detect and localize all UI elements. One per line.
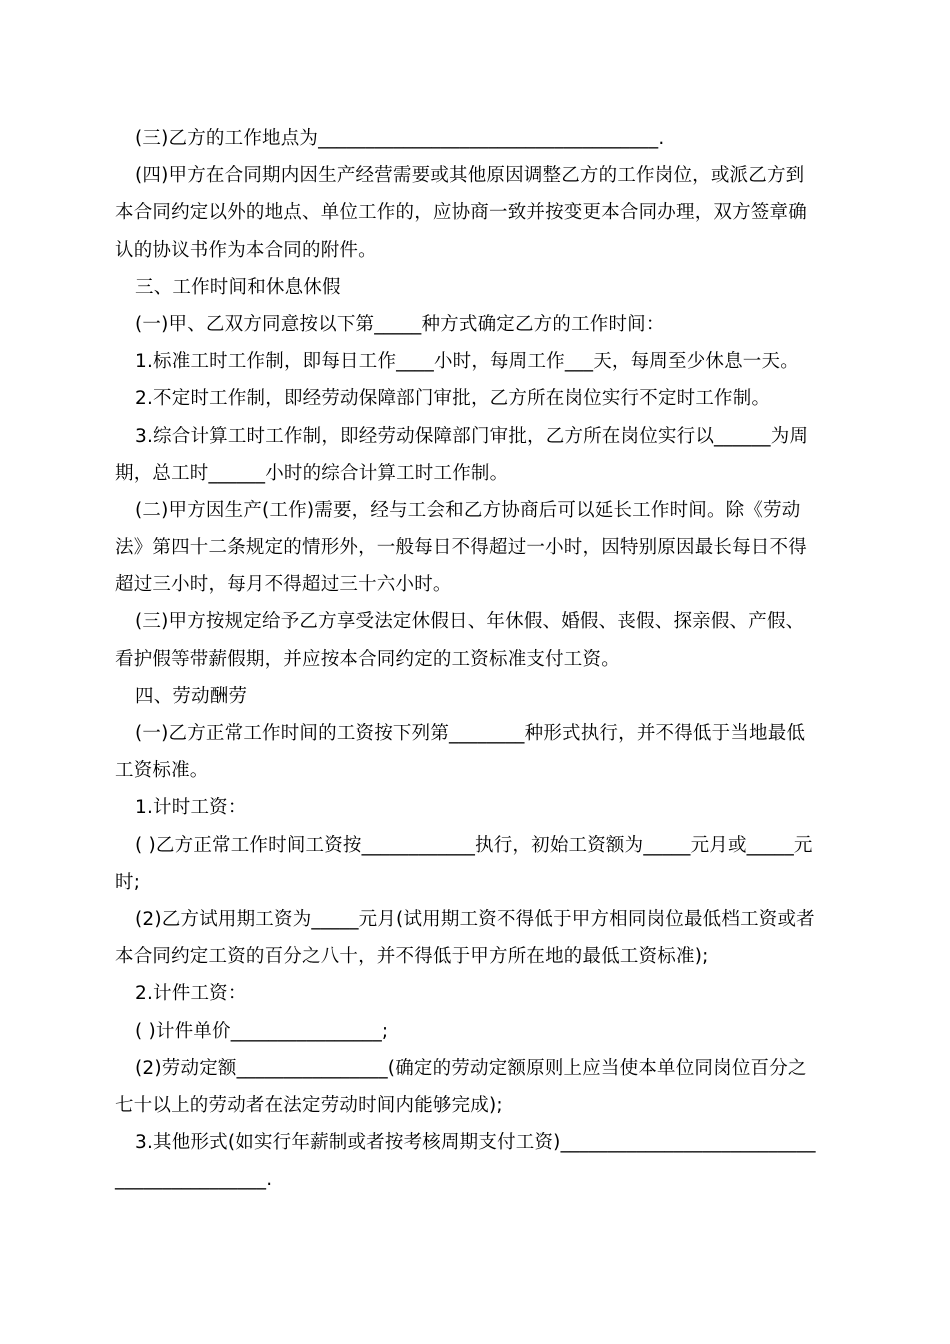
paragraph-line: 2.不定时工作制，即经劳动保障部门审批，乙方所在岗位实行不定时工作制。	[135, 388, 771, 410]
paragraph-line: 1.标准工时工作制，即每日工作____小时，每周工作___天，每周至少休息一天。	[135, 351, 799, 373]
paragraph-line: 期，总工时______小时的综合计算工时工作制。	[115, 462, 509, 484]
paragraph-line: 2.计件工资：	[135, 983, 247, 1005]
paragraph-line: 三、工作时间和休息休假	[135, 276, 341, 298]
paragraph-line: 3.其他形式(如实行年薪制或者按考核周期支付工资)___________________________	[135, 1132, 816, 1154]
paragraph-line: 看护假等带薪假期，并应按本合同约定的工资标准支付工资。	[115, 648, 620, 670]
paragraph-line: 工资标准。	[115, 760, 209, 782]
paragraph-line: (二)甲方因生产(工作)需要，经与工会和乙方协商后可以延长工作时间。除《劳动	[135, 499, 801, 521]
paragraph-line: 时;	[115, 871, 141, 893]
paragraph-line: 认的协议书作为本合同的附件。	[115, 239, 377, 261]
paragraph-line: (三)甲方按规定给予乙方享受法定休假日、年休假、婚假、丧假、探亲假、产假、	[135, 611, 805, 633]
paragraph-line: (2)乙方试用期工资为_____元月(试用期工资不得低于甲方相同岗位最低档工资或者	[135, 908, 815, 930]
paragraph-line: (三)乙方的工作地点为____________________________________.	[135, 128, 665, 149]
paragraph-line: (一)甲、乙双方同意按以下第_____种方式确定乙方的工作时间：	[135, 313, 665, 335]
paragraph-line: (一)乙方正常工作时间的工资按下列第________种形式执行，并不得低于当地最低	[135, 723, 806, 744]
paragraph-line: 四、劳动酬劳	[135, 685, 248, 707]
paragraph-line: 七十以上的劳动者在法定劳动时间内能够完成);	[115, 1094, 503, 1116]
paragraph-line: 本合同约定工资的百分之八十，并不得低于甲方所在地的最低工资标准);	[115, 946, 709, 968]
paragraph-line: 1.计时工资：	[135, 797, 247, 819]
paragraph-line: ________________.	[115, 1169, 273, 1191]
paragraph-line: 法》第四十二条规定的情形外，一般每日不得超过一小时，因特别原因最长每日不得	[115, 537, 807, 559]
paragraph-line: 3.综合计算工时工作制，即经劳动保障部门审批，乙方所在岗位实行以______为周	[135, 425, 809, 447]
paragraph-line: (2)劳动定额________________(确定的劳动定额原则上应当使本单位同岗位百分之	[135, 1057, 807, 1079]
paragraph-line: 超过三小时，每月不得超过三十六小时。	[115, 574, 452, 596]
paragraph-line: ( )计件单价________________;	[135, 1020, 389, 1042]
paragraph-line: (四)甲方在合同期内因生产经营需要或其他原因调整乙方的工作岗位，或派乙方到	[135, 165, 805, 187]
contract-text	[115, 120, 835, 1198]
paragraph-line: ( )乙方正常工作时间工资按____________执行，初始工资额为_____元月或_____元	[135, 834, 813, 856]
paragraph-line: 本合同约定以外的地点、单位工作的，应协商一致并按变更本合同办理，双方签章确	[115, 202, 807, 224]
